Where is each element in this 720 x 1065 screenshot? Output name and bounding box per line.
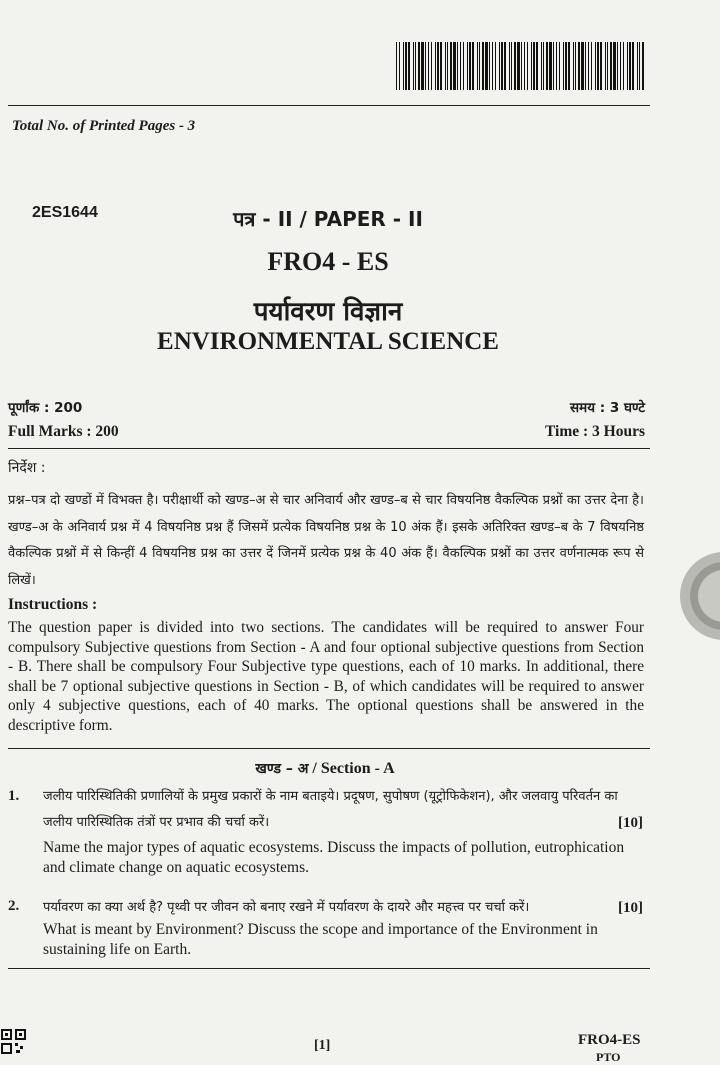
barcode-bar bbox=[563, 42, 564, 90]
paper-line bbox=[0, 205, 656, 233]
full-marks-english: Full Marks : 200 bbox=[8, 423, 119, 440]
barcode-bar bbox=[617, 42, 618, 90]
barcode-bar bbox=[463, 42, 464, 90]
barcode-bar bbox=[581, 42, 584, 90]
barcode-bar bbox=[405, 42, 407, 90]
question-english: What is meant by Environment? Discuss the scope and importance of the Environment in sustaining life on Earth. bbox=[43, 921, 598, 958]
barcode-bar bbox=[588, 42, 589, 90]
barcode-bar bbox=[639, 42, 640, 90]
barcode-bar bbox=[541, 42, 542, 90]
barcode-bar bbox=[469, 42, 471, 90]
full-marks-hindi: पूर्णांक : 200 bbox=[8, 400, 83, 416]
barcode-bar bbox=[482, 42, 484, 90]
question-english: Name the major types of aquatic ecosystems. Discuss the impacts of pollution, eutrophication and climate change on aquatic ecosystems. bbox=[43, 839, 625, 876]
barcode-bar bbox=[413, 42, 414, 90]
barcode-bar bbox=[479, 42, 480, 90]
barcode-bar bbox=[642, 42, 644, 90]
barcode-bar bbox=[495, 42, 496, 90]
barcode-bar bbox=[445, 42, 446, 90]
barcode-bar bbox=[600, 42, 602, 90]
barcode-bar bbox=[543, 42, 544, 90]
barcode-bar bbox=[477, 42, 478, 90]
section-separator: / bbox=[308, 760, 321, 777]
barcode bbox=[394, 40, 648, 92]
barcode-bar bbox=[575, 42, 576, 90]
section-hindi: खण्ड – अ bbox=[255, 761, 309, 777]
barcode-bar bbox=[457, 42, 458, 90]
barcode-bar bbox=[623, 42, 624, 90]
seal-stamp bbox=[676, 548, 720, 644]
barcode-bar bbox=[421, 42, 424, 90]
barcode-bar bbox=[549, 42, 552, 90]
question-hindi-text: पर्यावरण का क्या अर्थ है? पृथ्वी पर जीवन को बनाए रखने में पर्यावरण के दायरे और महत्त्व पर चर्चा करें। bbox=[43, 900, 530, 915]
barcode-bar bbox=[597, 42, 599, 90]
barcode-bar bbox=[573, 42, 574, 90]
barcode-bar bbox=[450, 42, 452, 90]
barcode-bar bbox=[489, 42, 490, 90]
barcode-bar bbox=[418, 42, 420, 90]
barcode-bar bbox=[531, 42, 532, 90]
barcode-bar bbox=[527, 42, 528, 90]
instructions-rule bbox=[8, 748, 650, 749]
barcode-bar bbox=[546, 42, 548, 90]
barcode-bar bbox=[553, 42, 554, 90]
instructions-heading-hindi: निर्देश : bbox=[8, 460, 46, 476]
question-number: 1. bbox=[8, 788, 20, 804]
barcode-bar bbox=[632, 42, 634, 90]
total-pages: Total No. of Printed Pages - 3 bbox=[12, 118, 196, 134]
instructions-text-english: The question paper is divided into two sections. The candidates will be required to answer Four compulsory Subjective questions from Section - A and four optional subjective questions from Section - B. There shall be compulsory Four Subjective type questions, each of 10 marks. In additional, there shall be 7 optional subjective questions in Section - B, of which candidates will be required to answer only 4 subjective questions, each of 40 marks. The optional questions shall be answered in the descriptive form. bbox=[8, 619, 644, 734]
barcode-bar bbox=[595, 42, 596, 90]
barcode-bar bbox=[425, 42, 426, 90]
barcode-bar bbox=[428, 42, 429, 90]
barcode-bar bbox=[501, 42, 503, 90]
footer-code: FRO4-ES bbox=[578, 1032, 641, 1048]
title-hindi: पर्यावरण विज्ञान bbox=[253, 297, 403, 327]
barcode-bar bbox=[437, 42, 439, 90]
barcode-bar bbox=[521, 42, 522, 90]
barcode-bar bbox=[415, 42, 416, 90]
barcode-bar bbox=[504, 42, 506, 90]
barcode-bar bbox=[492, 42, 493, 90]
barcode-bar bbox=[620, 42, 621, 90]
barcode-bar bbox=[627, 42, 628, 90]
paper-code: 2ES1644 bbox=[32, 204, 98, 221]
question-number: 2. bbox=[8, 898, 20, 914]
barcode-bar bbox=[440, 42, 442, 90]
question-hindi bbox=[43, 784, 643, 836]
barcode-bar bbox=[568, 42, 570, 90]
barcode-bar bbox=[431, 42, 432, 90]
barcode-bar bbox=[607, 42, 608, 90]
barcode-bar bbox=[524, 42, 525, 90]
page-number: [1] bbox=[314, 1038, 331, 1053]
barcode-bar bbox=[605, 42, 606, 90]
barcode-bar bbox=[578, 42, 580, 90]
barcode-bar bbox=[637, 42, 638, 90]
time-hindi: समय : 3 घण्टे bbox=[570, 400, 645, 416]
top-rule bbox=[8, 105, 650, 106]
barcode-bar bbox=[533, 42, 535, 90]
question-hindi-text: जलीय पारिस्थितिकी प्रणालियों के प्रमुख प्रकारों के नाम बताइये। प्रदूषण, सुपोषण (यूट्रोफिकेशन), और जलवायु परिवर्तन का जलीय पारिस्थितिक तंत्रों पर प्रभाव की चर्चा करें। bbox=[43, 789, 618, 830]
barcode-bar bbox=[509, 42, 510, 90]
instructions-text-hindi: प्रश्न–पत्र दो खण्डों में विभक्त है। परीक्षार्थी को खण्ड–अ से चार अनिवार्य और खण्ड–ब से चार विषयनिष्ठ वैकल्पिक प्रश्नों का उत्तर देना है। खण्ड–अ के अनिवार्य प्रश्न में 4 विषयनिष्ठ प्रश्न हैं जिसमें प्रत्येक विषयनिष्ठ प्रश्न के 10 अंक हैं। इसके अतिरिक्त खण्ड–ब के 7 विषयनिष्ठ वैकल्पिक प्रश्नों में से किन्हीं 4 विषयनिष्ठ प्रश्न का उत्तर दें जिनमें प्रत्येक प्रश्न के 40 अंक हैं। वैकल्पिक प्रश्नों का उत्तर वर्णनात्मक रूप से लिखें। bbox=[8, 493, 644, 588]
section-english: Section - A bbox=[320, 760, 395, 777]
barcode-bar bbox=[629, 42, 631, 90]
barcode-bar bbox=[511, 42, 512, 90]
barcode-bar bbox=[396, 42, 397, 90]
question-marks: [10] bbox=[618, 900, 643, 916]
barcode-bar bbox=[499, 42, 500, 90]
section-heading bbox=[0, 759, 650, 778]
barcode-bar bbox=[591, 42, 592, 90]
barcode-bar bbox=[467, 42, 468, 90]
barcode-bar bbox=[399, 42, 400, 90]
barcode-bar bbox=[403, 42, 404, 90]
bottom-rule bbox=[8, 968, 650, 969]
title-english: ENVIRONMENTAL SCIENCE bbox=[157, 328, 499, 355]
barcode-bar bbox=[447, 42, 448, 90]
barcode-bar bbox=[435, 42, 436, 90]
marks-rule bbox=[8, 448, 650, 449]
barcode-bar bbox=[536, 42, 538, 90]
paper-line-text: पत्र - II / PAPER - II bbox=[233, 207, 423, 231]
barcode-bar bbox=[460, 42, 461, 90]
barcode-bar bbox=[485, 42, 488, 90]
barcode-bar bbox=[517, 42, 520, 90]
barcode-bar bbox=[613, 42, 616, 90]
barcode-bar bbox=[556, 42, 557, 90]
time-english: Time : 3 Hours bbox=[544, 423, 645, 440]
pto-label: PTO bbox=[596, 1050, 621, 1064]
barcode-bar bbox=[408, 42, 410, 90]
barcode-bar bbox=[453, 42, 456, 90]
barcode-bar bbox=[559, 42, 560, 90]
qr-code-icon bbox=[0, 1026, 28, 1056]
barcode-bar bbox=[610, 42, 612, 90]
question-marks: [10] bbox=[618, 815, 643, 831]
barcode-bar bbox=[565, 42, 567, 90]
exam-code: FRO4 - ES bbox=[267, 247, 389, 276]
barcode-bar bbox=[514, 42, 516, 90]
instructions-heading-english: Instructions : bbox=[8, 596, 98, 613]
barcode-bar bbox=[585, 42, 586, 90]
question-hindi bbox=[43, 895, 643, 921]
barcode-bar bbox=[472, 42, 474, 90]
